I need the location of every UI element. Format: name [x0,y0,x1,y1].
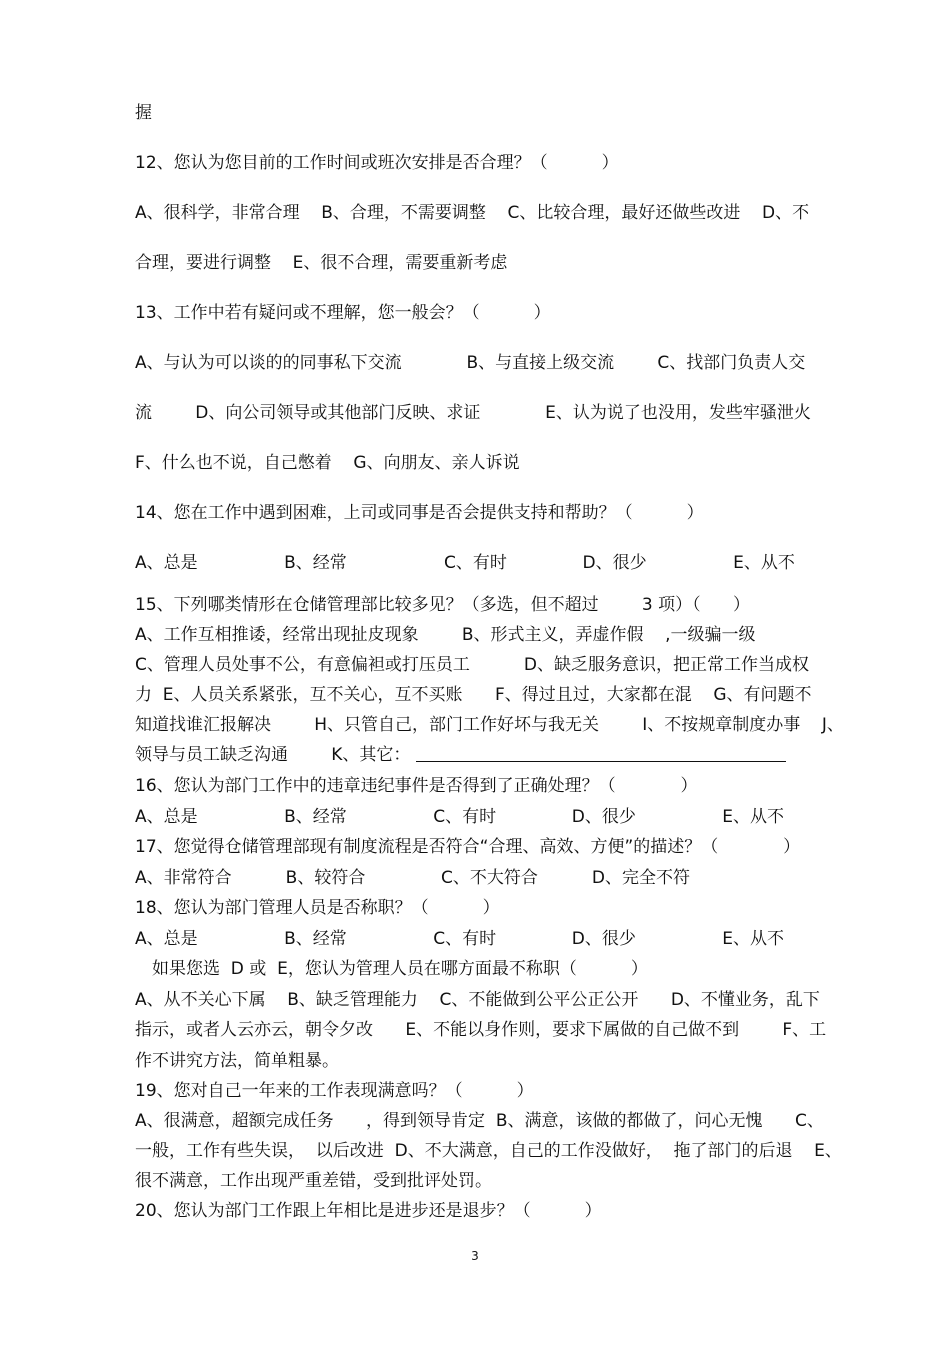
q13-options-line-3: F、什么也不说，自己憋着 G、向朋友、亲人诉说 [135,453,520,473]
question-18: 18、您认为部门管理人员是否称职？（ ） [135,898,500,918]
q18-followup-options-line-2: 指示，或者人云亦云，朝令夕改 E、不能以身作则，要求下属做的自己做不到 F、工 [135,1020,827,1040]
q19-options-line-3: 很不满意，工作出现严重差错，受到批评处罚。 [135,1171,492,1191]
question-20: 20、您认为部门工作跟上年相比是进步还是退步？（ ） [135,1201,602,1221]
q13-options-line-2: 流 D、向公司领导或其他部门反映、求证 E、认为说了也没用，发些牢骚泄火 [135,403,811,423]
question-17: 17、您觉得仓储管理部现有制度流程是否符合“合理、高效、方便”的描述？（ ） [135,837,801,857]
question-12: 12、您认为您目前的工作时间或班次安排是否合理？（ ） [135,153,619,173]
question-13: 13、工作中若有疑问或不理解，您一般会？（ ） [135,303,551,323]
q15-other-blank [416,745,786,762]
question-15: 15、下列哪类情形在仓储管理部比较多见？（多选，但不超过 3 项）（ ） [135,595,751,615]
q14-options: A、总是 B、经常 C、有时 D、很少 E、从不 [135,553,795,573]
q12-options-line-1: A、很科学，非常合理 B、合理，不需要调整 C、比较合理，最好还做些改进 D、不 [135,203,810,223]
question-16: 16、您认为部门工作中的违章违纪事件是否得到了正确处理？（ ） [135,776,698,796]
q13-options-line-1: A、与认为可以谈的的同事私下交流 B、与直接上级交流 C、找部门负责人交 [135,353,806,373]
q12-options-line-2: 合理，要进行调整 E、很不合理，需要重新考虑 [135,253,508,273]
text-line: 握 [135,103,152,123]
page-number: 3 [471,1249,479,1263]
q18-followup: 如果您选 D 或 E，您认为管理人员在哪方面最不称职（ ） [152,959,648,979]
q16-options: A、总是 B、经常 C、有时 D、很少 E、从不 [135,807,785,827]
question-14: 14、您在工作中遇到困难，上司或同事是否会提供支持和帮助？（ ） [135,503,704,523]
q18-options: A、总是 B、经常 C、有时 D、很少 E、从不 [135,929,785,949]
q19-options-line-2: 一般，工作有些失误， 以后改进 D、不大满意，自己的工作没做好， 拖了部门的后退 E、 [135,1141,842,1161]
q18-followup-options-line-1: A、从不关心下属 B、缺乏管理能力 C、不能做到公平公正公开 D、不懂业务，乱下 [135,990,820,1010]
q15-options-line-4: 知道找谁汇报解决 H、只管自己，部门工作好坏与我无关 I、不按规章制度办事 J、 [135,715,844,735]
q15-options-line-5 [135,744,786,766]
q15-options-line-3: 力 E、人员关系紧张，互不关心，互不买账 F、得过且过，大家都在混 G、有问题不 [135,685,812,705]
q19-options-line-1: A、很满意，超额完成任务 ，得到领导肯定 B、满意，该做的都做了，问心无愧 C、 [135,1111,824,1131]
question-19: 19、您对自己一年来的工作表现满意吗？（ ） [135,1081,534,1101]
q18-followup-options-line-3: 作不讲究方法，简单粗暴。 [135,1051,339,1071]
q15-other-label: 领导与员工缺乏沟通 K、其它： [135,745,411,765]
q15-options-line-1: A、工作互相推诿，经常出现扯皮现象 B、形式主义，弄虚作假 ,一级骗一级 [135,625,756,645]
q15-options-line-2: C、管理人员处事不公，有意偏袒或打压员工 D、缺乏服务意识，把正常工作当成权 [135,655,809,675]
q17-options: A、非常符合 B、较符合 C、不大符合 D、完全不符 [135,868,690,888]
